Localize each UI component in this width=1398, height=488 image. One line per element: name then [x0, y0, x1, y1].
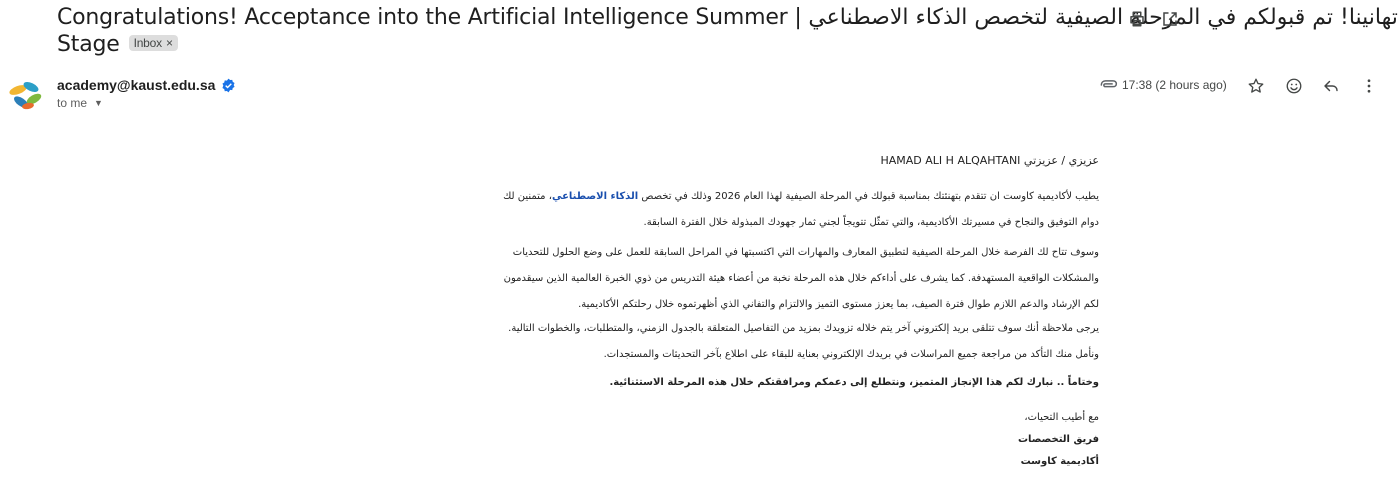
inbox-label-text: Inbox	[133, 36, 162, 50]
sender-email[interactable]	[57, 77, 236, 93]
remove-label-icon[interactable]: ×	[165, 36, 173, 50]
paragraph-opportunity	[503, 240, 1099, 318]
sender-avatar[interactable]	[6, 75, 46, 115]
greeting: عزيزي / عزيزتي HAMAD ALI H ALQAHTANI	[880, 154, 1099, 167]
paragraph-text: ، متمنين لك	[503, 191, 552, 202]
paperclip-icon	[1098, 76, 1118, 94]
recipient-toggle[interactable]	[57, 96, 103, 110]
paragraph-line: لكم الإرشاد والدعم اللازم طوال فترة الصيف، بما يعزز مستوى التميز والالتزام والتفاني الذي أظهرتموه خلال رحلتكم الأكاديمية.	[578, 299, 1099, 310]
recipient-text: to me	[57, 96, 88, 110]
paragraph-line: والمشكلات الواقعية المستهدفة. كما يشرف على أداءكم خلال هذه المرحلة نخبة من أعضاء هيئة التدريس من ذوي الخبرة العالمية الذين سيقدمون	[503, 273, 1099, 284]
paragraph-next-email-note	[508, 316, 1099, 368]
email-header	[0, 0, 1398, 62]
subject-line-2-text: Stage	[57, 32, 120, 57]
subject-line-2	[57, 31, 1107, 58]
paragraph-line: يرجى ملاحظة أنك سوف تتلقى بريد إلكتروني آخر يتم خلاله تزويدك بمزيد من التفاصيل المتعلقة بالجدول الزمني، والمتطلبات، والخطوات التالية.	[508, 323, 1099, 334]
paragraph-line: وسوف تتاح لك الفرصة خلال المرحلة الصيفية لتطبيق المعارف والمهارات التي اكتسبتها في المراحل السابقة للعمل على وضع الحلول للتحديات	[512, 247, 1099, 258]
signature-organization: أكاديمية كاوست	[1020, 456, 1099, 467]
chevron-down-icon[interactable]: ▼	[94, 98, 103, 108]
subject-line-1: Congratulations! Acceptance into the Artificial Intelligence Summer | تهانينا! تم قبولكم في المرحلة الصيفية لتخصص الذكاء الاصطناعي	[57, 5, 1398, 30]
star-icon[interactable]	[1245, 75, 1267, 97]
paragraph-text: يطيب لأكاديمية كاوست ان تتقدم بتهنئتك بمناسبة قبولك في المرحلة الصيفية لهذا العام 2026 وذلك في تخصص	[638, 191, 1099, 202]
paragraph-congratulations	[503, 184, 1099, 236]
specialization-keyword: الذكاء الاصطناعي	[551, 191, 639, 202]
message-timestamp: 17:38 (2 hours ago)	[1122, 78, 1227, 92]
reply-icon[interactable]	[1320, 75, 1342, 97]
message-meta	[1098, 76, 1398, 96]
email-subject	[57, 4, 1398, 58]
open-in-new-window-icon[interactable]	[1159, 8, 1181, 30]
emoji-reaction-icon[interactable]	[1283, 75, 1305, 97]
print-icon[interactable]	[1126, 8, 1148, 30]
kaust-logo-icon	[6, 75, 46, 115]
sender-email-text: academy@kaust.edu.sa	[57, 77, 216, 93]
paragraph-line: ونأمل منك التأكد من مراجعة جميع المراسلات في بريدك الإلكتروني بعناية للبقاء على اطلاع بآخر التحديثات والمستجدات.	[603, 349, 1099, 360]
more-vert-icon[interactable]	[1358, 75, 1380, 97]
verified-check-icon	[221, 78, 236, 93]
inbox-label-chip[interactable]	[129, 35, 178, 51]
signature-team: فريق التخصصات	[1017, 434, 1099, 445]
paragraph-line: دوام التوفيق والنجاح في مسيرتك الأكاديمية، والتي تمثّل تتويجاً لجني ثمار جهودك المبذولة خلال الفترة السابقة.	[643, 217, 1099, 228]
signature-regards: مع أطيب التحيات،	[1024, 412, 1099, 423]
paragraph-closing: وختاماً .. نبارك لكم هذا الإنجاز المتميز، ونتطلع إلى دعمكم ومرافقتكم خلال هذه المرحلة الاستثنائية.	[609, 377, 1099, 388]
paragraph-line	[503, 184, 1099, 210]
